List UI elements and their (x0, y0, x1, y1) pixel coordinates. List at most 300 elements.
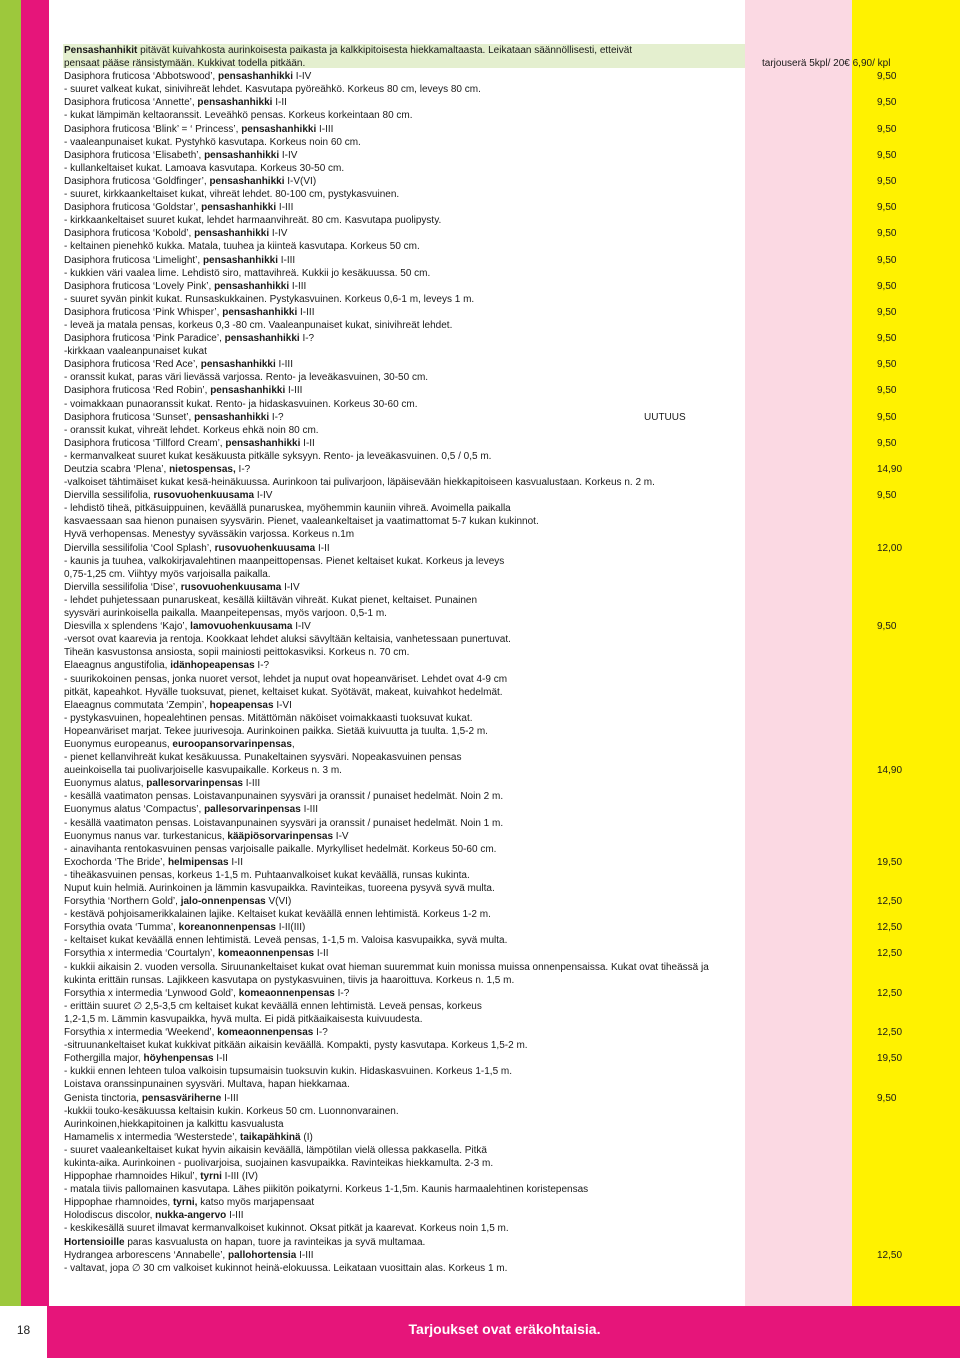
intro-line-1 (64, 44, 944, 57)
line-pre: -sitruunankeltaiset kukat kukkivat pitkään aikaisin keväällä. Kompakti, pysty kasvutapa. Korkeus 1,5-2 m. (64, 1040, 528, 1052)
common-name: hopeapensas (209, 699, 274, 711)
price: 12,50 (877, 1249, 903, 1261)
description-row (64, 1222, 944, 1235)
intro-text-2: pensaat pääse ränsistymään. Kukkivat todella pitkään. (64, 58, 306, 70)
hardiness-zone: I-? (313, 1027, 328, 1039)
line-text (64, 319, 452, 332)
line-pre: syysväri aurinkoisella paikalla. Maanpeitepensas, myös varjoon. 0,5-1 m. (64, 608, 387, 620)
product-row (64, 764, 944, 777)
description-row (64, 515, 944, 528)
description-row (64, 1105, 944, 1118)
description-row (64, 869, 944, 882)
line-pre: 0,75-1,25 cm. Viihtyy myös varjoisalla paikalla. (64, 568, 271, 580)
hardiness-zone: I-IV (254, 490, 273, 502)
hardiness-zone: I-III (296, 1249, 314, 1261)
hardiness-zone: I-VI (273, 699, 292, 711)
common-name: pallohortensia (228, 1249, 297, 1261)
line-text (64, 267, 430, 280)
line-pre: Euonymus europeanus, (64, 738, 173, 750)
hardiness-zone: I-? (254, 660, 270, 672)
hardiness-zone: , (291, 738, 295, 750)
line-text (64, 882, 495, 895)
line-text (64, 123, 333, 136)
description-row (64, 790, 944, 803)
line-pre: - kaunis ja tuuhea, valkokirjavalehtinen maanpeittopensas. Pienet keltaiset kukat. Korkeus ja leveys (64, 555, 505, 567)
hardiness-zone: I-IV (269, 228, 288, 240)
line-text (64, 1222, 509, 1235)
price: 9,50 (877, 123, 897, 135)
line-pre: - oranssit kukat, paras väri lievässä varjossa. Rento- ja leveäkasvuinen, 30-50 cm. (64, 372, 429, 384)
hardiness-zone: I-II (272, 97, 287, 109)
intro-line-2 (64, 57, 944, 70)
common-name: koreanonnenpensas (178, 922, 276, 934)
description-row (64, 476, 944, 489)
product-row (64, 1092, 944, 1105)
common-name: pensashanhikki (214, 280, 290, 292)
line-pre: Forsythia x intermedia ‘Courtalyn’, (64, 948, 218, 960)
line-text (64, 70, 311, 83)
line-text (64, 489, 272, 502)
line-pre: Dasiphora fruticosa ‘Pink Whisper’, (64, 306, 223, 318)
description-row (64, 803, 944, 816)
line-text (64, 1065, 512, 1078)
line-pre: - keskikesällä suuret ilmavat kermanvalkoiset kukinnot. Oksat pitkät ja kaarevat. Korkeus noin 1,5 m. (64, 1223, 509, 1235)
line-pre: - kukkii aikaisin 2. vuoden versolla. Siruunankeltaiset kukat ovat hieman suuremmat kuin monissa muissa onnenpensaissa. Kukat ovat tiheässä ja (64, 961, 709, 973)
line-text (64, 908, 491, 921)
line-text (64, 384, 302, 397)
hardiness-zone: I-IV (279, 149, 298, 161)
line-pre: - kukat lämpimän keltaoranssit. Leveähkö pensas. Korkeus korkeintaan 80 cm. (64, 110, 413, 122)
price: 9,50 (877, 333, 897, 345)
line-pre: Nuput kuin helmiä. Aurinkoinen ja lämmin kasvupaikka. Ravinteikas, tuoreena pysyvä syvä multa. (64, 883, 495, 894)
line-text (64, 620, 311, 633)
common-name: kääpiösorvarinpensas (227, 830, 334, 842)
offer-note: tarjouserä 5kpl/ 20€ 6,90/ kpl (762, 58, 891, 70)
hardiness-zone: I-II (228, 856, 243, 868)
line-pre: pitkät, kapeahkot. Hyvälle tuoksuvat, pienet, keltaiset kukat. Syötävät, makeat, kuivahkot hedelmät. (64, 686, 503, 698)
line-text (64, 790, 503, 803)
line-text (64, 306, 314, 319)
product-row (64, 895, 944, 908)
line-text (64, 1039, 528, 1052)
line-pre: - kullankeltaiset kukat. Lamoava kasvutapa. Korkeus 30-50 cm. (64, 162, 345, 174)
line-pre: Dasiphora fruticosa ‘Limelight’, (64, 254, 203, 266)
page-number-box (0, 1306, 49, 1358)
product-row (64, 947, 944, 960)
product-row (64, 1026, 944, 1039)
line-text (64, 1000, 482, 1013)
product-row (64, 96, 944, 109)
line-pre: Forsythia x intermedia ‘Weekend’, (64, 1027, 218, 1039)
line-text (64, 1196, 314, 1209)
line-text (64, 633, 511, 646)
common-name: Hortensioille (64, 1236, 125, 1248)
line-text (64, 646, 409, 659)
product-row (64, 175, 944, 188)
product-row (64, 542, 944, 555)
hardiness-zone: I-II (300, 437, 315, 449)
line-text (64, 280, 306, 293)
line-text (64, 371, 428, 384)
hardiness-zone: I-III (316, 123, 334, 135)
product-row (64, 227, 944, 240)
line-pre: Dasiphora fruticosa ‘Elisabeth’, (64, 149, 205, 161)
line-text (64, 515, 539, 528)
price: 9,50 (877, 149, 897, 161)
price: 12,50 (877, 948, 903, 960)
line-text (64, 830, 349, 843)
price: 9,50 (877, 490, 897, 502)
line-pre: - valtavat, jopa ∅ 30 cm valkoiset kukinnot heinä-elokuussa. Leikataan vuosittain alas. Korkeus 1 m. (64, 1262, 508, 1274)
product-row (64, 201, 944, 214)
line-text (64, 358, 293, 371)
line-pre: - matala tiivis pallomainen kasvutapa. Lähes piikitön poikatyrni. Korkeus 1-1,5m. Kaunis harmaalehtinen koristepensas (64, 1184, 589, 1196)
line-text (64, 921, 305, 934)
line-text (64, 961, 709, 974)
line-pre: Hippophae rhamnoides, (64, 1197, 173, 1209)
hardiness-zone: I-III (297, 306, 315, 318)
line-pre: -kirkkaan vaaleanpunaiset kukat (64, 346, 207, 358)
line-text (64, 424, 319, 437)
price: 9,50 (877, 306, 897, 318)
price: 14,90 (877, 765, 903, 777)
line-text (64, 594, 477, 607)
line-text (64, 686, 503, 699)
line-pre: - vaaleanpunaiset kukat. Pystyhkö kasvutapa. Korkeus noin 60 cm. (64, 136, 361, 148)
line-pre: Euonymus alatus ‘Compactus’, (64, 804, 205, 816)
description-row (64, 1157, 944, 1170)
line-text (64, 1013, 423, 1026)
common-name: pallesorvarinpensas (146, 778, 243, 790)
description-row (64, 240, 944, 253)
line-text (64, 1144, 487, 1157)
line-pre: Elaeagnus angustifolia, (64, 660, 171, 672)
line-pre: - kukkien väri vaalea lime. Lehdistö siro, mattavihreä. Kukkii jo kesäkuussa. 50 cm. (64, 267, 431, 279)
common-name: lamovuohenkuusama (190, 621, 293, 633)
line-pre: Fothergilla major, (64, 1053, 144, 1065)
description-row (64, 1262, 944, 1275)
common-name: pallesorvarinpensas (204, 804, 301, 816)
line-pre: Hyvä verhopensas. Menestyy syvässäkin varjossa. Korkeus n.1m (64, 529, 355, 541)
line-text (64, 764, 342, 777)
description-row (64, 267, 944, 280)
product-row (64, 123, 944, 136)
line-pre: - lehdistö tiheä, pitkäsuippuinen, keväällä punaruskea, myöhemmin kauniin vihreä. Avoimella paikalla (64, 503, 511, 515)
price: 12,50 (877, 922, 903, 934)
product-row (64, 254, 944, 267)
line-pre: Forsythia ‘Northern Gold’, (64, 896, 181, 908)
description-row (64, 843, 944, 856)
line-text (64, 1105, 399, 1118)
line-text (64, 214, 441, 227)
line-text (64, 345, 207, 358)
line-text (64, 149, 297, 162)
common-name: taikapähkinä (240, 1131, 301, 1143)
hardiness-zone: I-II (213, 1053, 228, 1065)
description-row (64, 424, 944, 437)
common-name: pensasväriherne (141, 1092, 222, 1104)
line-text (64, 411, 284, 424)
line-text (64, 1183, 588, 1196)
line-pre: - kermanvalkeat suuret kukat kesäkuusta pitkälle syksyyn. Rento- ja leveäkasvuinen. 0,5 / 0,5 m. (64, 450, 492, 462)
common-name: pensashanhikki (224, 333, 300, 345)
hardiness-zone: paras kasvualusta on hapan, tuore ja ravinteikas ja syvä multamaa. (124, 1236, 426, 1248)
line-pre: - voimakkaan punaoranssit kukat. Rento- ja hidaskasvuinen. Korkeus 30-60 cm. (64, 398, 418, 410)
description-row (64, 817, 944, 830)
description-row (64, 974, 944, 987)
line-text (64, 240, 420, 253)
line-pre: kukinta-aika. Aurinkoinen - puolivarjoisa, suojainen kasvupaikka. Ravinteikas hiekkamulta. 2-3 m. (64, 1157, 494, 1169)
line-pre: Loistava oranssinpunainen syysväri. Multava, hapan hiekkamaa. (64, 1079, 350, 1091)
hardiness-zone: katso myös marjapensaat (197, 1197, 315, 1209)
hardiness-zone: V(VI) (265, 896, 292, 908)
line-pre: - keltaiset kukat keväällä ennen lehtimistä. Leveä pensas, 1-1,5 m. Valoisa kasvupaikka, syvä multa. (64, 935, 508, 947)
line-text (64, 254, 295, 267)
common-name: pensashanhikki (222, 306, 298, 318)
line-pre: Dasiphora fruticosa ‘Red Ace’, (64, 359, 201, 371)
line-text (64, 1092, 239, 1105)
price: 9,50 (877, 97, 897, 109)
line-pre: Dasiphora fruticosa ‘Sunset’, (64, 411, 195, 423)
description-row (64, 961, 944, 974)
description-row (64, 1065, 944, 1078)
left-magenta-bar (21, 0, 49, 1358)
line-text (64, 463, 250, 476)
common-name: komeaonnenpensas (217, 948, 315, 960)
line-pre: Hydrangea arborescens ‘Annabelle’, (64, 1249, 228, 1261)
description-row (64, 1196, 944, 1209)
line-pre: kukinta erittäin runsas. Lajikkeen kasvutapa on pystykasvuinen, tiivis ja haaroittuva. Korkeus n. 1,5 m. (64, 974, 515, 986)
line-pre: - kestävä pohjoisamerikkalainen lajike. Keltaiset kukat keväällä ennen lehtimistä. Korkeus 1-2 m. (64, 909, 491, 921)
description-row (64, 1170, 944, 1183)
description-row (64, 777, 944, 790)
hardiness-zone: I-III (289, 280, 307, 292)
line-pre: - erittäin suuret ∅ 2,5-3,5 cm keltaiset kukat keväällä ennen lehtimistä. Leveä pensas, korkeus (64, 1000, 482, 1012)
common-name: komeaonnenpensas (217, 1027, 314, 1039)
description-row (64, 502, 944, 515)
price: 9,50 (877, 71, 897, 83)
common-name: rusovuohenkuusama (153, 490, 255, 502)
line-pre: Hamamelis x intermedia ‘Westerstede’, (64, 1131, 240, 1143)
line-pre: Euonymus nanus var. turkestanicus, (64, 830, 228, 842)
hardiness-zone: (I) (300, 1131, 313, 1143)
price: 19,50 (877, 856, 903, 868)
price: 14,90 (877, 464, 903, 475)
line-pre: Dasiphora fruticosa ‘Abbotswood’, (64, 71, 218, 83)
line-text (64, 869, 470, 882)
hardiness-zone: I-III (IV) (221, 1171, 258, 1183)
line-text (64, 188, 399, 201)
description-row (64, 188, 944, 201)
line-text (64, 528, 354, 541)
line-text (64, 398, 418, 411)
line-text (64, 607, 387, 620)
price: 9,50 (877, 1092, 897, 1104)
description-row (64, 738, 944, 751)
line-text (64, 777, 260, 790)
description-row (64, 581, 944, 594)
line-text (64, 987, 349, 1000)
price: 19,50 (877, 1053, 903, 1065)
line-pre: Aurinkoinen,hiekkapitoinen ja kalkittu kasvualusta (64, 1118, 284, 1130)
description-row (64, 1131, 944, 1144)
description-row (64, 319, 944, 332)
product-lines (64, 70, 944, 1275)
line-pre: Dasiphora fruticosa ‘Red Robin’, (64, 385, 211, 397)
common-name: pensashanhikki (197, 97, 273, 109)
line-text (64, 1052, 228, 1065)
line-text (64, 1078, 350, 1091)
description-row (64, 908, 944, 921)
description-row (64, 594, 944, 607)
description-row (64, 293, 944, 306)
line-pre: Dasiphora fruticosa ‘Tillford Cream’, (64, 437, 226, 449)
new-badge: UUTUUS (644, 411, 686, 423)
description-row (64, 882, 944, 895)
line-pre: - kukkii ennen lehteen tuloa valkoisin tupsumaisin tuoksuvin kukin. Hidaskasvuinen. Korkeus 1-1,5 m. (64, 1066, 513, 1078)
description-row (64, 699, 944, 712)
line-pre: 1,2-1,5 m. Lämmin kasvupaikka, hyvä multa. Ei pidä pitkäaikaisesta kuivuudesta. (64, 1013, 423, 1025)
hardiness-zone: I-? (269, 411, 284, 423)
line-pre: - oranssit kukat, vihreät lehdet. Korkeus ehkä noin 80 cm. (64, 424, 319, 436)
product-row (64, 332, 944, 345)
common-name: euroopansorvarinpensas (172, 738, 292, 750)
product-row (64, 489, 944, 502)
line-pre: - ainavihanta rentokasvuinen pensas varjoisalle paikalle. Myrkylliset hedelmät. Korkeus 50-60 cm. (64, 843, 497, 855)
hardiness-zone: I-? (235, 464, 251, 475)
line-text (64, 843, 496, 856)
product-row (64, 856, 944, 869)
hardiness-zone: I-III (242, 778, 261, 790)
hardiness-zone: I-? (299, 333, 315, 345)
description-row (64, 1013, 944, 1026)
description-row (64, 1078, 944, 1091)
product-row (64, 1052, 944, 1065)
description-row (64, 568, 944, 581)
line-text (64, 751, 461, 764)
price: 9,50 (877, 175, 897, 187)
product-row (64, 149, 944, 162)
description-row (64, 1209, 944, 1222)
product-row (64, 1249, 944, 1262)
hardiness-zone: I-III (226, 1210, 244, 1222)
line-pre: Diervilla sessilifolia, (64, 490, 154, 502)
line-text (64, 1118, 284, 1131)
description-row (64, 1000, 944, 1013)
footer-bar (49, 1306, 960, 1358)
product-row (64, 280, 944, 293)
line-pre: Dasiphora fruticosa ‘Annette’, (64, 97, 198, 109)
line-text (64, 1236, 425, 1249)
common-name: pensashanhikki (201, 202, 277, 214)
line-pre: Genista tinctoria, (64, 1092, 142, 1104)
left-green-bar (0, 0, 21, 1358)
line-text (64, 175, 316, 188)
description-row (64, 162, 944, 175)
line-text (64, 542, 330, 555)
common-name: pensashanhikki (225, 437, 301, 449)
description-row (64, 607, 944, 620)
line-pre: Diesvilla x splendens ‘Kajo’, (64, 621, 191, 633)
line-text (64, 1026, 328, 1039)
description-row (64, 712, 944, 725)
line-text (64, 201, 293, 214)
line-text (64, 96, 287, 109)
description-row (64, 673, 944, 686)
product-row (64, 987, 944, 1000)
line-pre: kasvaessaan saa hienon punaisen syysvärin. Pienet, vaaleankeltaiset ja vaatimattomat 5-7 kukan kukinnot. (64, 516, 539, 528)
line-text (64, 947, 329, 960)
description-row (64, 398, 944, 411)
description-row (64, 528, 944, 541)
price: 12,50 (877, 987, 903, 999)
line-text (64, 109, 413, 122)
line-text (64, 502, 511, 515)
description-row (64, 659, 944, 672)
description-row (64, 686, 944, 699)
hardiness-zone: I-V(VI) (284, 175, 317, 187)
common-name: rusovuohenkuusama (214, 542, 316, 554)
common-name: komeaonnenpensas (238, 987, 335, 999)
line-text (64, 162, 344, 175)
line-text (64, 1157, 493, 1170)
line-pre: - suuret valkeat kukat, sinivihreät lehdet. Kasvutapa pyöreähkö. Korkeus 80 cm, leveys 80 cm. (64, 84, 481, 96)
description-row (64, 109, 944, 122)
line-pre: - kesällä vaatimaton pensas. Loistavanpunainen syysväri ja oranssit / punaiset hedelmät. Noin 2 m. (64, 791, 504, 803)
line-pre: Diervilla sessilifolia ‘Cool Splash’, (64, 542, 215, 554)
description-row (64, 751, 944, 764)
line-text (64, 227, 287, 240)
product-row (64, 620, 944, 633)
common-name: tyrni (200, 1171, 222, 1183)
line-text (64, 83, 481, 96)
price: 9,50 (877, 228, 897, 240)
product-row (64, 921, 944, 934)
line-text (64, 555, 504, 568)
line-pre: Tiheän kasvustonsa ansiosta, sopii mainiosti peittokasviksi. Korkeus n. 70 cm. (64, 647, 410, 659)
line-text (64, 803, 318, 816)
hardiness-zone: I-III (285, 385, 303, 397)
hardiness-zone: I-III (221, 1092, 239, 1104)
description-row (64, 136, 944, 149)
description-row (64, 646, 944, 659)
line-pre: Dasiphora fruticosa ‘Goldfinger’, (64, 175, 210, 187)
common-name: tyrni, (172, 1197, 198, 1209)
line-text (64, 1209, 244, 1222)
line-text (64, 712, 473, 725)
line-pre: Dasiphora fruticosa ‘Blink’ = ‘ Princess’, (64, 123, 242, 135)
hardiness-zone: I-? (334, 987, 350, 999)
line-pre: Diervilla sessilifolia ‘Dise’, (64, 581, 181, 593)
product-row (64, 358, 944, 371)
line-pre: Forsythia ovata ‘Tumma’, (64, 922, 179, 934)
line-pre: Hippophae rhamnoides Hikul’, (64, 1171, 201, 1183)
description-row (64, 555, 944, 568)
hardiness-zone: I-IV (293, 71, 312, 83)
description-row (64, 1183, 944, 1196)
price: 9,50 (877, 385, 897, 397)
line-pre: Euonymus alatus, (64, 778, 147, 790)
line-pre: - kirkkaankeltaiset suuret kukat, lehdet harmaanvihreät. 80 cm. Kasvutapa puolipysty. (64, 215, 442, 227)
line-pre: Dasiphora fruticosa ‘Kobold’, (64, 228, 195, 240)
common-name: pensashanhikki (200, 359, 276, 371)
line-pre: Deutzia scabra ‘Plena’, (64, 464, 170, 475)
line-text (64, 1131, 313, 1144)
line-pre: Holodiscus discolor, (64, 1210, 156, 1222)
hardiness-zone: I-II (315, 542, 330, 554)
line-text (64, 1249, 314, 1262)
line-text (64, 293, 474, 306)
